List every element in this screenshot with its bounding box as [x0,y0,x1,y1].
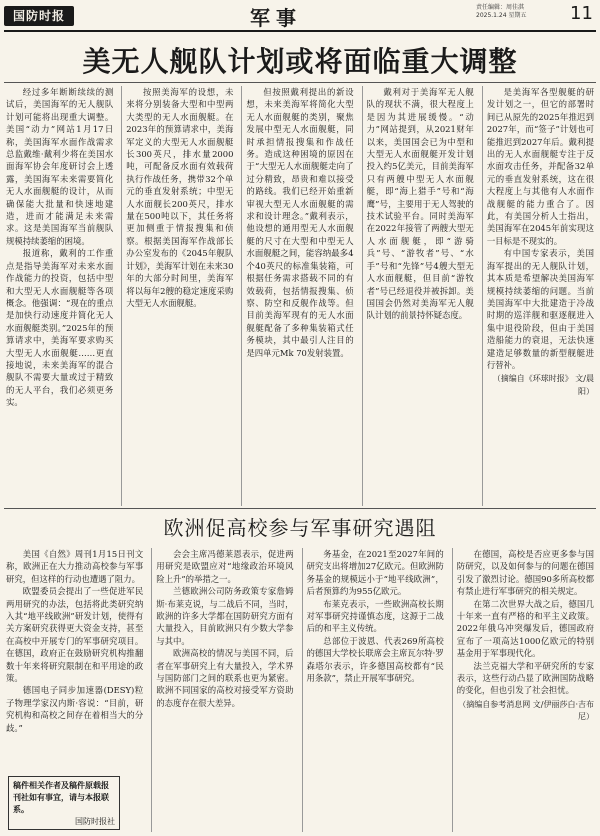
article1-col [121,86,233,506]
headline-rule [4,82,596,83]
paragraph: 在第二次世界大战之后，德国几十年来一直有严格的和平主义政策。2022年俄乌冲突爆发后，德国政府宣布了一项高达1000亿欧元的特别基金用于军事现代化。 [456,598,594,659]
section-title: 军事 [250,6,302,30]
article1-byline: （摘编自《环球时报》 文/晨阳） [492,374,595,396]
header-rule [4,30,596,32]
article2-col [302,548,444,832]
article2-col [151,548,293,832]
paragraph: 报道称，戴利的工作重点是指导美海军对未来水面作战能力的投资，包括中型和大型无人水面舰艇等各项概念。他强调：“现在的重点是加快行动速度并简化无人水面舰艇类别。”2025年的预算请求中，美海军要求购买大型无人水面舰艇……更直接地说，未来美海军的混合舰队不需要大量或过于精致的无人平台，我们必须更务实。 [6,248,114,408]
paragraph: 总部位于波恩、代表269所高校的德国大学校长联席会主席瓦尔特·罗森塔尔表示，许多德国高校都有“民用条款”，禁止开展军事研究。 [306,635,444,684]
paragraph: 但按照戴利提出的新设想，未来美海军将简化大型无人水面舰艇的类别，聚焦发展中型无人水面舰艇，同时承担情报搜集和作战任务。造成这种困境的原因在于“大型无人水面舰艇走向了过分精致，昂贵和难以接受的路线。我们已经开始重新审视大型无人水面舰艇的需求和设计理念。”戴利表示，他设想的通用型无人水面舰艇的尺寸在大型和中型无人水面舰艇之间，能容纳最多4个40英尺的标准集装箱，可根据任务需求搭载不同的有效载荷，包括情报搜集、侦察、防空和反舰作战等。但目前美海军现有的无人水面舰艇配备了多种集装箱式任务模块，其中最引人注目的是四单元Mk 70发射装置。 [246,87,354,358]
paragraph: 美国《自然》周刊1月15日刊文称，欧洲正在大力推动高校参与军事研究，但这样的行动也遭遇了阻力。 [6,549,144,584]
copyright-notice [8,776,120,830]
article2-byline: （摘编自参考消息网 文/伊丽莎白·吉布尼） [458,699,594,722]
notice-text: 稿件相关作者及稿件原载报刊社如有事宜，请与本报联系。 [13,781,109,814]
paragraph: 按照美海军的设想，未来将分别装备大型和中型两大类型的无人水面舰艇。在2023年的预算请求中，美海军定义的大型无人水面舰艇长300英尺，排水量2000吨，可配备反水面有效载荷执行作战任务，携带32个单元的垂直发射系统；中型无人水面舰长200英尺，排水量在500吨以下，其任务将更加侧重于情报搜集和侦察。根据美国海军作战部长办公室发布的《2045年舰队计划》，美海军计划在未来30年的大部分时间里，美海军将以每年2艘的稳定速度采购大型无人水面舰艇。 [126,87,234,308]
paragraph: 在德国，高校是否应更多参与国防研究，以及如何参与的问题在德国引发了激烈讨论。德国90多所高校都有禁止进行军事研究的相关规定。 [456,549,594,597]
paragraph: 欧洲高校的情况与美国不同，后者在军事研究上有大量投入，学术界与国防部门之间的联系也更为紧密。欧洲不同国家的高校对接受军方资助的态度存在很大差异。 [156,648,294,708]
article1-body [6,86,594,506]
paragraph: 会会主席冯德莱恩表示，促进两用研究是欧盟应对“地缘政治环境风险上升”的举措之一。 [156,549,294,584]
article1-col [6,86,113,506]
paragraph: 布莱克表示，一些欧洲高校长期对军事研究持谨慎态度，这源于二战后的和平主义传统。 [306,598,444,634]
page-number: 11 [570,3,593,24]
paragraph: 法兰克福大学和平研究所的专家表示，这些行动凸显了欧洲国防战略的变化，但也引发了社会担忧。 [456,660,594,696]
paragraph: 戴利对于美海军无人舰队的现状不满，很大程度上是因为其进展缓慢。“动力”网站提到，从2021财年以来，美国国会已为中型和大型无人水面舰艇开发计划投入约5亿美元，目前美海军只有两艘中型无人水面舰艇，即“海上猎手”号和“海鹰”号，主要用于无人驾驶的技术试验平台。同时美海军在2022年接管了两艘大型无人水面舰艇，即“游骑兵”号、“游牧者”号、“水手”号和“先锋”号4艘大型无人水面舰艇，但目前“游牧者”号已经退役并被拆卸。美国国会仍然对美海军无人舰队计划的前景持怀疑态度。 [366,87,474,321]
paragraph: 务基金，在2021至2027年间的研究支出将增加27亿欧元。但欧洲防务基金的规模远小于“地平线欧洲”，后者预算约为955亿欧元。 [306,549,444,597]
editor-line: 责任编辑：周佳淇 [476,4,525,11]
newspaper-logo: 国防时报 [4,6,74,26]
article1-col [241,86,353,506]
article1-col [482,86,594,506]
paragraph: 经过多年断断续续的测试后，美国海军的无人舰队计划可能将出现重大调整。美国“动力”网站1月17日称，美国海军水面作战需求总监戴维·戴利少将在美国水面海军协会年度研讨会上透露，美国海军未来需要简化无人水面舰艇的设计，从而确保能大批量和快速地建造，进而才能满足未来需求。这是美国海军当前舰队规模持续萎缩的困境。 [6,87,114,246]
paragraph: 兰德欧洲公司防务政策专家詹姆斯·布莱克说，与二战后不同，当时，欧洲的许多大学都在国防研究方面有大量投入，目前欧洲只有少数大学参与其中。 [156,586,294,646]
paragraph: 是美海军各型舰艇的研发计划之一，但它的部署时间已从原先的2025年推迟到2027年，而“签子”计划也可能推迟到2027年后。戴利提出的无人水面舰艇专注于反水面攻击任务，并配备32单元的垂直发射系统，这在很大程度上与其他有人水面作战舰艇的能力重合了。因此，有美国分析人士指出，美国海军在2045年前实现这一目标是不现实的。 [486,87,595,246]
paragraph: 欧盟委员会提出了一些促进军民两用研究的办法，包括将此类研究纳入其“地平线欧洲”研发计划，使得有关方案研究获得更大资金支持，甚至在高校中开展专门的军事研究项目。在德国，政府正在鼓励研究机构推翻数十年来将研究限制在和平用途的政策。 [6,586,144,684]
editor-info [476,4,526,20]
article2-headline: 欧洲促高校参与军事研究遇阻 [163,516,437,540]
masthead [0,0,600,32]
notice-dept: 国防时报社 [75,817,115,826]
date-line: 2025.1.24 星期五 [476,12,527,19]
article-separator [4,508,596,509]
article1-headline: 美无人舰队计划或将面临重大调整 [82,45,518,78]
article1-col [362,86,474,506]
paragraph: 有中国专家表示，美国海军提出的无人舰队计划，其本质是希望解决美国海军规模持续萎缩的问题。当前美国海军中大批建造于冷战时期的巡洋舰和驱逐舰进入集中退役阶段，但由于美国造船能力的衰退，无法快速建造足够数量的新型舰艇进行替补。 [486,248,595,370]
article2-col [452,548,594,832]
paragraph: 德国电子同步加速器(DESY)粒子物理学家汉内斯·容说：“目前，研究机构和高校之间存在着相当大的分歧。” [6,685,144,733]
